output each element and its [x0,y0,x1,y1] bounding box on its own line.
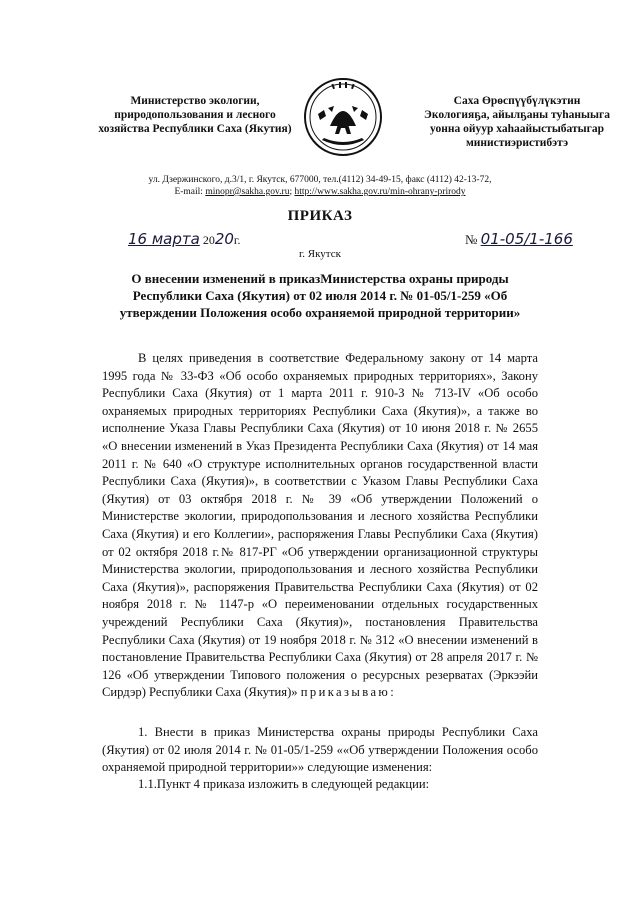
ministry-name-ru-line: Министерство экологии, [130,95,260,107]
sakha-coat-of-arms-emblem [302,76,384,158]
item-1-paragraph: 1. Внести в приказ Министерства охраны природы Республики Саха (Якутия) от 02 июля 2014 г. № 01-05/1-259 ««Об утверждении Положения особо охраняемой природной территории»» следующие изменения: [102,725,538,775]
year-suffix: г. [233,233,241,247]
order-number [465,230,573,248]
number-sign: № [465,232,478,247]
handwritten-date: 16 марта [128,230,200,248]
ministry-name-russian [70,94,320,136]
order-verb: приказываю: [300,685,397,700]
contact-links [60,186,580,198]
ministry-name-sakha-line: уонна ойуур хаһаайыстыбатыгар [429,123,605,135]
ministry-name-ru-line: хозяйства Республики Саха (Якутия) [98,123,292,135]
year-prefix: 20 [202,233,215,247]
item-1-1-paragraph: 1.1.Пункт 4 приказа изложить в следующей редакции: [138,777,430,791]
separator: ; [289,187,295,197]
preamble-text: В целях приведения в соответствие Федеральному закону от 14 марта 1995 года № 33-ФЗ «Об особо охраняемых природных территориях», Закону Республики Саха (Якутия) от 1 марта 2011 г. 910-З № 713-IV «Об особо охраняемых природных территориях Республики Саха (Якутия)», а также во исполнение Указа Главы Республики Саха (Якутия) от 10 июня 2018 г. № 2655 «О внесении изменений в Указ Президента Республики Саха (Якутия) от 14 мая 2011 г. № 640 «О структуре исполнительных органов государственной власти Республики Саха (Якутия)», в соответствии с Указом Главы Республики Саха (Якутия) от 03 октября 2018 г. № 39 «Об утверждении Положений о Министерстве экологии, природопользования и лесного хозяйства Республики Саха (Якутия) и его Коллегии», распоряжения Главы Республики Саха (Якутия) от 02 октября 2018 г.№ 817-РГ «Об утверждении организационной структуры Министерства экологии, природопользования и лесного хозяйства Республики Саха (Якутия)», распоряжения Правительства Республики Саха (Якутия) от 02 ноября 2018 г. № 1147-р «О переименовании отдельных государственных учреждений Республики Саха (Якутия)», постановления Правительства Республики Саха (Якутия) от 19 ноября 2018 г. № 312 «О внесении изменений в постановление Правительства Республики Саха (Якутия) от 28 апреля 2017 г. № 126 «Об утверждении Типового положения о ресурсных резерватах (Эркээйи Сирдэр) Республики Саха (Якутия)» [102,351,538,700]
email-label: E-mail: [174,187,206,197]
order-title: О внесении изменений в приказМинистерства охраны природы Республики Саха (Якутия) от 02 июля 2014 г. № 01-05/1-259 «Об утверждении Положения особо охраняемой природной территории» [119,271,521,320]
ministry-name-ru-line: природопользования и лесного [114,109,276,121]
website-link[interactable]: http://www.sakha.gov.ru/min-ohrany-prirody [294,187,466,197]
order-date [128,230,241,248]
handwritten-number: 01-05/1-166 [480,230,573,248]
ministry-name-sakha [392,94,640,150]
postal-address: ул. Дзержинского, д.3/1, г. Якутск, 677000, тел.(4112) 34-49-15, факс (4112) 42-13-72, [148,175,492,185]
handwritten-year: 20 [214,230,234,248]
ministry-name-sakha-line: Саха Өрөспүүбүлүкэтин [453,95,581,107]
email-link[interactable]: minopr@sakha.gov.ru [205,187,290,197]
ministry-name-sakha-line: министиэристибэтэ [465,137,569,149]
city-name: г. Якутск [299,248,341,260]
preamble-paragraph [102,350,538,702]
document-heading: ПРИКАЗ [287,208,353,224]
ministry-name-sakha-line: Экологияҕа, айылҕаны туһаныыга [424,109,610,121]
